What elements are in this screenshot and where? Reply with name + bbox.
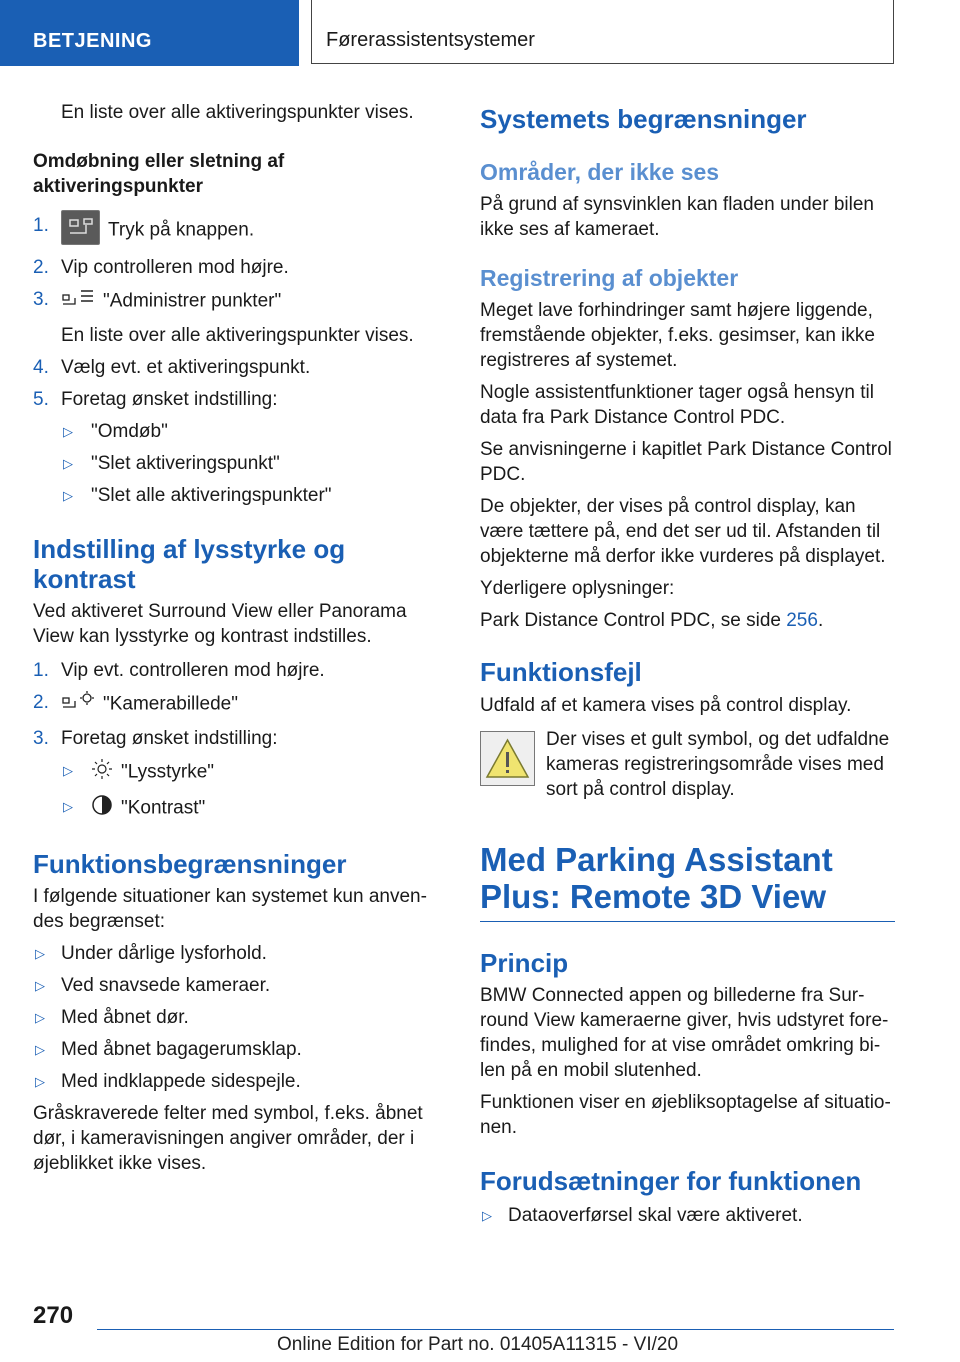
page-number: 270 xyxy=(33,1302,74,1329)
triangle-bullet-icon: ▷ xyxy=(63,763,73,778)
chapter-label: Førerassistentsystemer xyxy=(326,29,535,51)
camera-button-icon xyxy=(61,210,100,245)
list-item: 1. Vip evt. controlleren mod højre. xyxy=(33,660,325,681)
triangle-bullet-icon: ▷ xyxy=(35,1074,45,1089)
list-item: ▷ "Omdøb" xyxy=(63,421,168,442)
triangle-bullet-icon: ▷ xyxy=(63,424,73,439)
requirements-list xyxy=(480,1203,895,1228)
rename-options xyxy=(33,419,448,508)
rename-steps xyxy=(33,213,448,412)
list-item: ▷ Dataoverførsel skal være aktiveret. xyxy=(482,1205,803,1226)
list-item: ▷ Under dårlige lysforhold. xyxy=(35,943,267,964)
section-label: BETJENING xyxy=(33,30,152,52)
list-item: 3. "Administrer punkter" En liste over alle aktiveringspunkter vises. xyxy=(33,287,448,348)
manage-points-icon xyxy=(61,287,95,316)
brightness-heading: Indstilling af lysstyrke og kontrast xyxy=(33,534,346,594)
right-column xyxy=(480,100,895,1228)
page-link[interactable]: 256 xyxy=(786,610,818,631)
triangle-bullet-icon: ▷ xyxy=(63,456,73,471)
list-item: 2. Vip controlleren mod højre. xyxy=(33,257,289,278)
limitations-list xyxy=(33,941,448,1094)
heading-rule xyxy=(480,921,895,922)
list-item: ▷ "Slet alle aktiveringspunkter" xyxy=(63,485,332,506)
triangle-bullet-icon: ▷ xyxy=(482,1208,492,1223)
system-limits-heading: Systemets begrænsninger xyxy=(480,104,807,134)
registration-p3: Se anvisningerne i kapitlet Park Distance Control PDC. xyxy=(480,439,892,485)
list-item: 1. Tryk på knappen. xyxy=(33,213,448,248)
list-item: ▷ Med indklappede sidespejle. xyxy=(35,1071,301,1092)
warning-icon xyxy=(480,731,535,786)
areas-heading: Områder, der ikke ses xyxy=(480,159,720,185)
triangle-bullet-icon: ▷ xyxy=(35,946,45,961)
list-item: ▷ Ved snavsede kameraer. xyxy=(35,975,271,996)
list-item: ▷ "Kontrast" xyxy=(33,794,448,823)
step3-note: En liste over alle aktiveringspunkter vises. xyxy=(61,325,414,346)
limitations-text: I følgende situationer kan systemet kun anvendes begrænset: xyxy=(33,886,427,932)
intro-text: En liste over alle aktiveringspunkter vises. xyxy=(61,102,414,123)
registration-p2: Nogle assistentfunktioner tager også hensyn til data fra Park Distance Control PDC. xyxy=(480,382,874,428)
principle-p2: Funktionen viser en øjebliksoptagelse af situationen. xyxy=(480,1092,891,1138)
limitations-note: Gråskraverede felter med symbol, f.eks. åbnet dør, i kameravisningen angiver områder, der i øjeblikket ikke vises. xyxy=(33,1103,423,1174)
list-item: ▷ "Slet aktiveringspunkt" xyxy=(63,453,280,474)
requirements-heading: Forudsætninger for funktionen xyxy=(480,1166,862,1196)
registration-p6: Park Distance Control PDC, se side 256. xyxy=(480,610,824,631)
brightness-icon xyxy=(91,758,113,787)
brightness-options xyxy=(33,758,448,823)
chapter-tab xyxy=(311,0,894,64)
remote-view-heading: Med Parking Assistant Plus: Remote 3D View xyxy=(480,841,833,915)
footer-edition: Online Edition for Part no. 01405A11315 - VI/20 xyxy=(277,1334,679,1355)
camera-image-icon xyxy=(61,690,95,719)
list-item: ▷ "Lysstyrke" xyxy=(33,758,448,787)
registration-p5: Yderligere oplysninger: xyxy=(480,578,675,599)
list-item: ▷ Med åbnet dør. xyxy=(35,1007,189,1028)
left-column xyxy=(33,100,448,1176)
fault-text: Udfald af et kamera vises på control display. xyxy=(480,695,852,716)
registration-heading: Registrering af objekter xyxy=(480,265,739,291)
registration-p1: Meget lave forhindringer samt højere liggende, fremstående objekter, f.eks. gesimser, kan ikke registreres af systemet. xyxy=(480,300,875,371)
triangle-bullet-icon: ▷ xyxy=(63,488,73,503)
limitations-heading: Funktionsbegrænsninger xyxy=(33,849,347,879)
list-item: 3. Foretag ønsket indstilling: xyxy=(33,728,278,749)
fault-warning-text: Der vises et gult symbol, og det udfaldne kameras registreringsområde vises med sort på control display. xyxy=(546,729,890,800)
section-tab xyxy=(0,0,299,66)
triangle-bullet-icon: ▷ xyxy=(35,1010,45,1025)
page-header xyxy=(0,0,960,66)
principle-p1: BMW Connected appen og billederne fra Surround View kameraerne giver, hvis udstyret forefindes, mulighed for at vise området omkring bilen på en mobil slutenhed. xyxy=(480,985,889,1081)
registration-p4: De objekter, der vises på control display, kan være tættere på, end det ser ud til. Afstanden til objekterne må derfor ikke vurderes på displayet. xyxy=(480,496,886,567)
contrast-icon xyxy=(91,794,113,823)
triangle-bullet-icon: ▷ xyxy=(35,978,45,993)
brightness-steps xyxy=(33,658,448,751)
list-item: ▷ Med åbnet bagagerumsklap. xyxy=(35,1039,302,1060)
list-item: 2. "Kamerabillede" xyxy=(33,690,448,719)
list-item: 5. Foretag ønsket indstilling: xyxy=(33,389,278,410)
list-item: 4. Vælg evt. et aktiveringspunkt. xyxy=(33,357,311,378)
brightness-text: Ved aktiveret Surround View eller Panorama View kan lysstyrke og kontrast indstilles. xyxy=(33,601,407,647)
areas-text: På grund af synsvinklen kan fladen under bilen ikke ses af kameraet. xyxy=(480,194,874,240)
principle-heading: Princip xyxy=(480,948,569,978)
triangle-bullet-icon: ▷ xyxy=(63,799,73,814)
triangle-bullet-icon: ▷ xyxy=(35,1042,45,1057)
footer-rule xyxy=(97,1329,894,1330)
fault-warning-block xyxy=(480,727,895,803)
rename-heading: Omdøbning eller sletning af aktiveringspunkter xyxy=(33,151,285,197)
fault-heading: Funktionsfejl xyxy=(480,657,642,687)
